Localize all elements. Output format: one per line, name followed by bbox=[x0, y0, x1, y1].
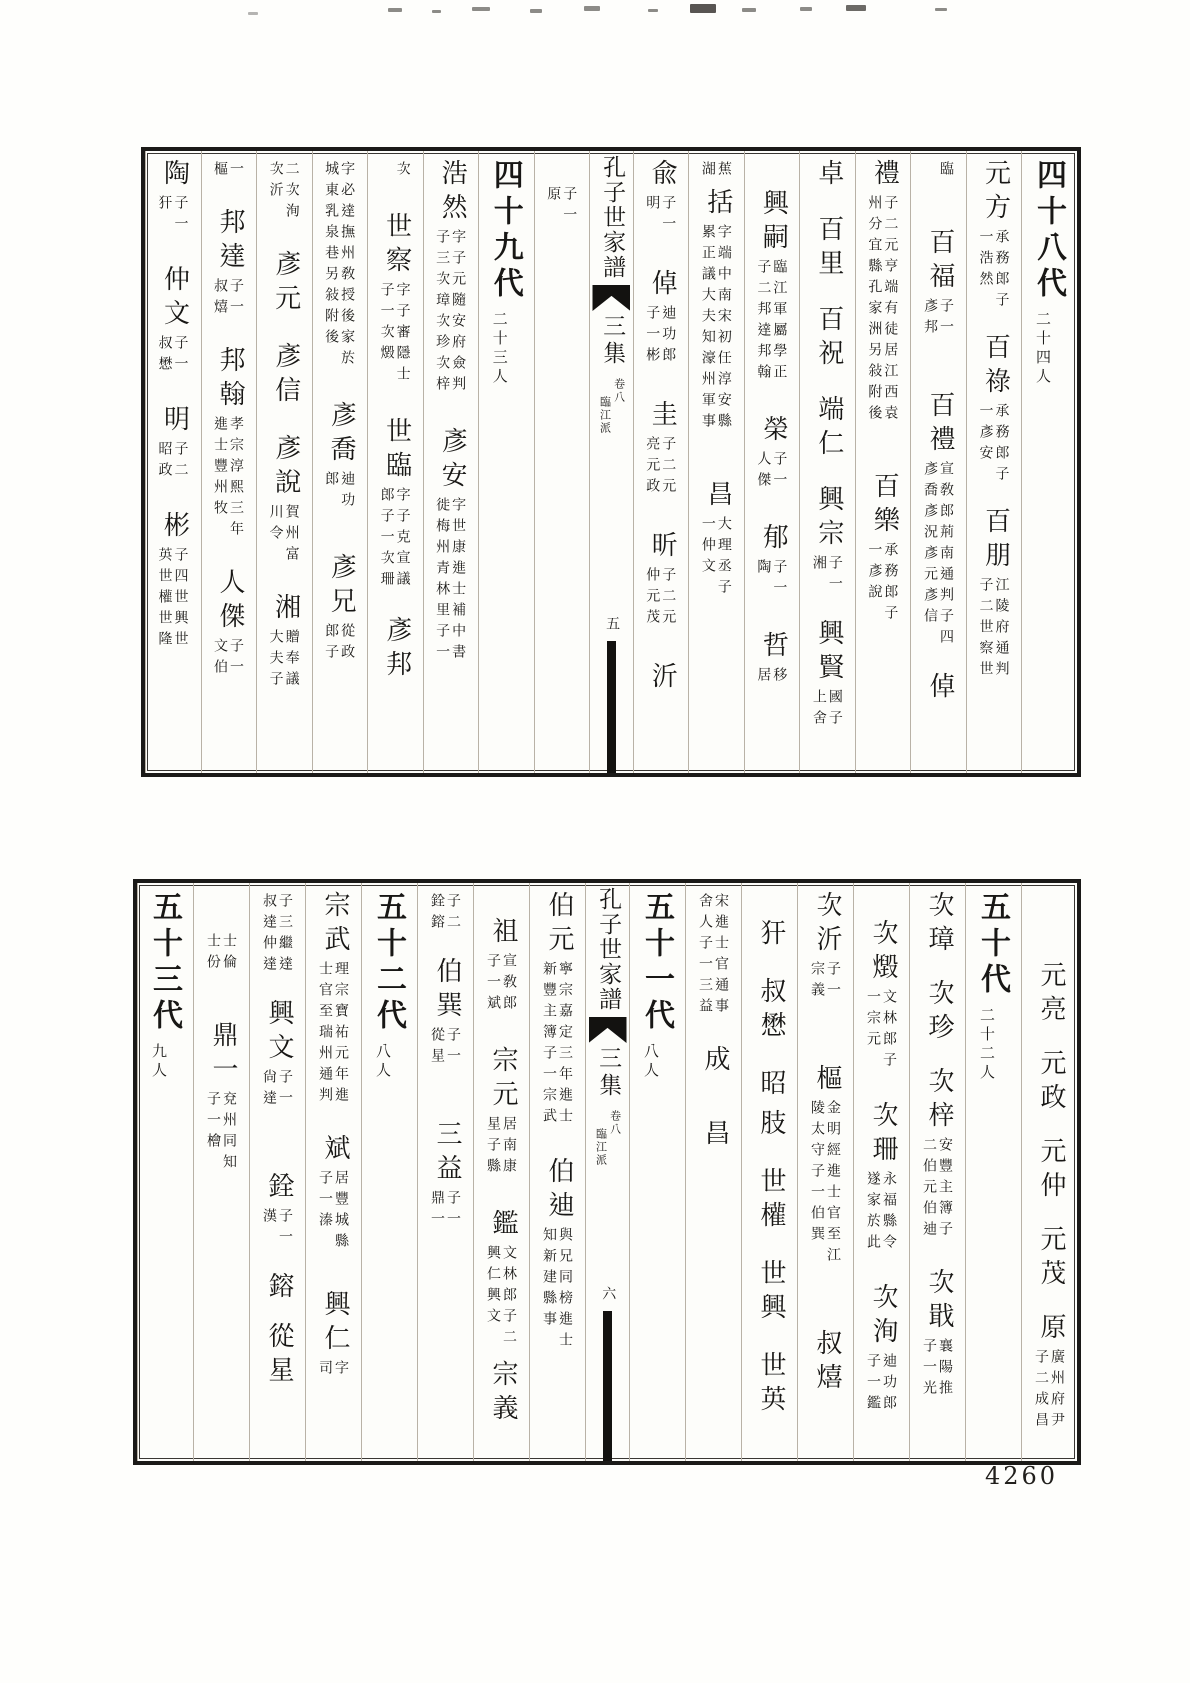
text-column bbox=[909, 883, 965, 1461]
fishtail-mark-icon bbox=[592, 285, 630, 311]
person-annotation: 子二元亨端有徒居江西袁州分宜縣孔家洲另敍附後 bbox=[866, 195, 899, 426]
column-grid bbox=[137, 883, 1077, 1461]
person-annotation: 子二銓鎔 bbox=[429, 893, 461, 935]
person-name: 湘 bbox=[270, 593, 301, 627]
person-annotation: 宣敎郎子一斌 bbox=[485, 953, 517, 1016]
volume-label: 卷八 bbox=[608, 1110, 622, 1136]
scan-noise bbox=[800, 7, 812, 11]
person-annotation: 文林郎子一宗元 bbox=[865, 989, 897, 1073]
person-name: 次珊 bbox=[868, 1101, 898, 1169]
person-name: 伯元 bbox=[544, 891, 574, 959]
person-annotation: 安豐主簿子二伯元伯迪 bbox=[921, 1137, 953, 1242]
person-name: 彥說 bbox=[270, 434, 301, 502]
person-annotation: 金明經進士官至江陵太守子一伯巽 bbox=[809, 1100, 841, 1268]
spine-title-column bbox=[589, 151, 633, 773]
person-annotation: 字必達撫州敎授後家於城東乳泉巷另敍附後 bbox=[323, 161, 356, 371]
person-name: 元亮 bbox=[1036, 961, 1066, 1029]
scan-noise bbox=[742, 8, 756, 12]
text-column bbox=[367, 151, 423, 773]
person-annotation: 大理丞子一仲文 bbox=[699, 516, 732, 600]
person-name: 邦達 bbox=[215, 208, 246, 276]
person-annotation: 子一明 bbox=[644, 195, 677, 237]
person-annotation: 子一叔熺 bbox=[212, 278, 245, 320]
person-annotation: 子一文伯 bbox=[212, 638, 245, 680]
person-annotation: 迪功郎子一彬 bbox=[644, 305, 677, 368]
person-name: 樞 bbox=[812, 1064, 842, 1098]
person-name: 百福 bbox=[924, 228, 955, 296]
person-annotation: 從政郎子 bbox=[323, 623, 356, 665]
text-column bbox=[966, 151, 1022, 773]
scan-noise bbox=[584, 6, 600, 11]
person-annotation: 江陵府通判子二世察世 bbox=[977, 577, 1010, 682]
person-name: 宗義 bbox=[488, 1360, 518, 1428]
text-column bbox=[629, 883, 685, 1461]
person-annotation: 子二元仲元茂 bbox=[644, 567, 677, 630]
person-name: 世興 bbox=[756, 1259, 786, 1327]
text-column bbox=[361, 883, 417, 1461]
person-name: 興宗 bbox=[813, 485, 844, 553]
person-name: 三益 bbox=[432, 1120, 462, 1188]
person-name: 彥安 bbox=[437, 427, 468, 495]
text-column bbox=[633, 151, 689, 773]
person-annotation: 子一陶 bbox=[755, 559, 788, 601]
person-annotation: 子二元亮元政 bbox=[644, 436, 677, 499]
person-name: 彬 bbox=[159, 511, 190, 545]
collection-label: 三集 bbox=[595, 1046, 622, 1100]
generation-count: 八人 bbox=[374, 1043, 392, 1081]
text-column bbox=[249, 883, 305, 1461]
person-annotation: 子四世興世英世權世隆 bbox=[156, 547, 189, 652]
person-annotation: 國子上舍 bbox=[810, 689, 843, 731]
spine-black-bar bbox=[607, 641, 616, 773]
person-name: 斌 bbox=[320, 1134, 350, 1168]
text-column bbox=[137, 883, 193, 1461]
folio-number: 六 bbox=[600, 1286, 617, 1301]
person-name: 從星 bbox=[264, 1322, 294, 1390]
column-grid bbox=[145, 151, 1077, 773]
person-name: 次燬 bbox=[868, 919, 898, 987]
person-name: 邦翰 bbox=[215, 346, 246, 414]
scan-noise bbox=[530, 9, 542, 13]
person-name: 鑑 bbox=[488, 1209, 518, 1243]
text-column bbox=[423, 151, 479, 773]
person-name: 兪 bbox=[647, 159, 678, 193]
person-annotation: 宣敎郎荊南通判子四彥喬彥況彥元彥信 bbox=[921, 461, 954, 650]
person-name: 彥邦 bbox=[381, 616, 412, 684]
person-annotation: 移居 bbox=[755, 667, 788, 688]
person-annotation: 士倫士份 bbox=[205, 933, 237, 975]
text-column bbox=[417, 883, 473, 1461]
scan-noise bbox=[248, 12, 258, 15]
text-column bbox=[193, 883, 249, 1461]
person-name: 元政 bbox=[1036, 1049, 1066, 1117]
person-name: 百朋 bbox=[980, 507, 1011, 575]
lower-page-block bbox=[133, 879, 1081, 1465]
text-column bbox=[744, 151, 800, 773]
person-annotation: 子三繼達叔達仲達 bbox=[261, 893, 293, 977]
text-column bbox=[799, 151, 855, 773]
person-name: 次珍 bbox=[924, 979, 954, 1047]
person-annotation: 子一犴 bbox=[156, 195, 189, 237]
person-annotation: 迪功郎 bbox=[323, 471, 356, 513]
generation-count: 二十四人 bbox=[1034, 311, 1052, 387]
person-name: 鎔 bbox=[264, 1272, 294, 1306]
person-name: 世英 bbox=[756, 1351, 786, 1419]
text-column bbox=[685, 883, 741, 1461]
person-name: 昕 bbox=[647, 531, 678, 565]
person-annotation: 子一原 bbox=[545, 186, 578, 228]
person-annotation: 字司 bbox=[317, 1360, 349, 1381]
spine-title-column bbox=[585, 883, 629, 1461]
page-number: 4260 bbox=[985, 1462, 1059, 1490]
person-annotation: 贈奉議大夫子 bbox=[267, 629, 300, 692]
person-name: 元仲 bbox=[1036, 1137, 1066, 1205]
text-column bbox=[688, 151, 744, 773]
person-name: 括 bbox=[702, 188, 733, 222]
person-annotation: 與兄同榜進士知新建縣事 bbox=[541, 1227, 573, 1353]
person-name: 犴 bbox=[756, 919, 786, 953]
person-annotation: 寧宗嘉定三年進士新豐主簿子一宗武 bbox=[541, 961, 573, 1129]
scan-noise bbox=[648, 9, 658, 12]
person-name: 次梓 bbox=[924, 1067, 954, 1135]
person-name: 叔懋 bbox=[756, 977, 786, 1045]
scan-noise bbox=[935, 8, 947, 11]
person-name: 興文 bbox=[264, 999, 294, 1067]
scan-noise bbox=[388, 8, 402, 12]
person-annotation: 襄陽推子一光 bbox=[921, 1338, 953, 1401]
text-column bbox=[145, 151, 201, 773]
person-name: 百里 bbox=[813, 215, 844, 283]
person-name: 世權 bbox=[756, 1167, 786, 1235]
person-annotation: 子一漢 bbox=[261, 1208, 293, 1250]
person-name: 鼎一 bbox=[208, 1021, 238, 1089]
person-annotation: 廣州府尹子二成昌 bbox=[1033, 1349, 1065, 1433]
person-name: 元方 bbox=[980, 159, 1011, 227]
person-name: 百樂 bbox=[869, 472, 900, 540]
person-name: 肢 bbox=[756, 1109, 786, 1143]
person-name: 宗元 bbox=[488, 1046, 518, 1114]
person-annotation: 居豐城縣子一溱 bbox=[317, 1170, 349, 1254]
person-name: 次沂 bbox=[812, 891, 842, 959]
person-name: 彥喬 bbox=[326, 401, 357, 469]
text-column bbox=[855, 151, 911, 773]
upper-page-block bbox=[141, 147, 1081, 777]
person-annotation: 子一從星 bbox=[429, 1027, 461, 1069]
text-column bbox=[201, 151, 257, 773]
person-annotation: 子一彥邦 bbox=[921, 298, 954, 340]
person-name: 元茂 bbox=[1036, 1225, 1066, 1293]
person-annotation: 字端中南宋初任淳安縣累正議大夫知濠州軍事 bbox=[699, 224, 732, 434]
person-annotation: 迪功郎子一鑑 bbox=[865, 1353, 897, 1416]
text-column bbox=[797, 883, 853, 1461]
spine-black-bar bbox=[603, 1311, 612, 1461]
person-name: 原 bbox=[1036, 1313, 1066, 1347]
generation-heading: 五十一代 bbox=[639, 891, 674, 1035]
person-name: 叔熺 bbox=[812, 1329, 842, 1397]
generation-count: 八人 bbox=[642, 1043, 660, 1081]
person-annotation: 次 bbox=[394, 161, 411, 182]
text-column bbox=[305, 883, 361, 1461]
person-name: 昌 bbox=[702, 480, 733, 514]
person-name: 卓 bbox=[813, 159, 844, 193]
text-column bbox=[741, 883, 797, 1461]
generation-heading: 四十八代 bbox=[1031, 159, 1066, 303]
person-annotation: 子一尙達 bbox=[261, 1069, 293, 1111]
person-annotation: 承務郎子一彥安 bbox=[977, 403, 1010, 487]
generation-heading: 四十九代 bbox=[487, 159, 523, 303]
text-column bbox=[478, 151, 534, 773]
person-annotation: 子一湘 bbox=[810, 555, 843, 597]
person-annotation: 承務郎子一彥說 bbox=[866, 542, 899, 626]
person-name: 祖 bbox=[488, 917, 518, 951]
person-annotation: 兗州同知子一檜 bbox=[205, 1091, 237, 1175]
person-name: 銓 bbox=[264, 1172, 294, 1206]
person-annotation: 賀州富川令 bbox=[267, 504, 300, 567]
person-name: 倬 bbox=[924, 672, 955, 706]
person-name: 人傑 bbox=[215, 568, 246, 636]
generation-count: 九人 bbox=[150, 1043, 168, 1081]
person-name: 禮 bbox=[869, 159, 900, 193]
person-annotation: 永福縣令遂家於此 bbox=[865, 1171, 897, 1255]
person-annotation: 子一鼎一 bbox=[429, 1190, 461, 1232]
person-name: 伯迪 bbox=[544, 1157, 574, 1225]
person-annotation: 子一宗義 bbox=[809, 961, 841, 1003]
person-name: 伯巽 bbox=[432, 957, 462, 1025]
person-annotation: 子一叔懋 bbox=[156, 335, 189, 377]
person-name: 明 bbox=[159, 405, 190, 439]
person-name: 郁 bbox=[758, 523, 789, 557]
person-name: 仲文 bbox=[159, 265, 190, 333]
person-annotation: 二次洵次沂 bbox=[267, 161, 300, 224]
scan-noise bbox=[846, 5, 866, 11]
person-annotation: 子一人傑 bbox=[755, 451, 788, 493]
generation-heading: 五十三代 bbox=[147, 891, 182, 1035]
text-column bbox=[256, 151, 312, 773]
folio-number: 五 bbox=[604, 616, 621, 631]
fishtail-mark-icon bbox=[589, 1017, 627, 1043]
generation-count: 二十二人 bbox=[978, 1007, 996, 1083]
person-name: 宗武 bbox=[320, 891, 350, 959]
volume-branch bbox=[594, 1110, 620, 1167]
person-name: 次洵 bbox=[868, 1283, 898, 1351]
person-name: 陶 bbox=[159, 159, 190, 193]
person-name: 百祿 bbox=[980, 333, 1011, 401]
person-name: 昌 bbox=[700, 1119, 730, 1153]
person-name: 興仁 bbox=[320, 1290, 350, 1358]
person-name: 浩然 bbox=[437, 159, 468, 227]
volume-branch bbox=[598, 378, 624, 435]
text-column bbox=[853, 883, 909, 1461]
generation-heading: 五十代 bbox=[975, 891, 1010, 999]
person-name: 次璋 bbox=[924, 891, 954, 959]
generation-heading: 五十二代 bbox=[371, 891, 406, 1035]
text-column bbox=[965, 883, 1021, 1461]
person-annotation: 字世康進士補中書徙梅州青林里子一 bbox=[434, 497, 467, 665]
person-annotation: 字子元隨安府僉判子三次璋次珍次梓 bbox=[434, 229, 467, 397]
person-annotation: 字子克宣議郎子一次珊 bbox=[378, 487, 411, 592]
collection-label: 三集 bbox=[599, 314, 626, 368]
branch-label: 臨江派 bbox=[598, 396, 612, 435]
book-title: 孔子世家譜 bbox=[599, 155, 626, 280]
person-name: 彥元 bbox=[270, 250, 301, 318]
person-annotation: 承務郎子一浩然 bbox=[977, 229, 1010, 313]
person-annotation: 居南康星子縣 bbox=[485, 1116, 517, 1179]
text-column bbox=[312, 151, 368, 773]
text-column bbox=[1021, 883, 1077, 1461]
person-name: 圭 bbox=[647, 400, 678, 434]
person-annotation: 文林郎子二興仁興文 bbox=[485, 1245, 517, 1350]
person-annotation: 理宗寶祐元年進士官至瑞州通判 bbox=[317, 961, 349, 1108]
book-title: 孔子世家譜 bbox=[595, 887, 622, 1012]
person-annotation: 子二昭政 bbox=[156, 441, 189, 483]
person-name: 次戢 bbox=[924, 1268, 954, 1336]
generation-count: 二十三人 bbox=[490, 311, 509, 387]
text-column bbox=[910, 151, 966, 773]
person-name: 昭 bbox=[756, 1069, 786, 1103]
person-annotation: 宋進士官通事舍人子一三益 bbox=[697, 893, 729, 1019]
scan-noise bbox=[472, 7, 490, 11]
person-name: 沂 bbox=[647, 662, 678, 696]
person-name: 成 bbox=[700, 1045, 730, 1079]
text-column bbox=[529, 883, 585, 1461]
person-name: 百祝 bbox=[813, 305, 844, 373]
volume-label: 卷八 bbox=[612, 378, 626, 404]
person-annotation: 臨 bbox=[937, 161, 954, 182]
person-annotation: 臨江軍屬學正子二邦達邦翰 bbox=[755, 259, 788, 385]
person-name: 彥兄 bbox=[326, 553, 357, 621]
person-name: 倬 bbox=[647, 269, 678, 303]
person-annotation: 一樞 bbox=[212, 161, 245, 182]
person-name: 端仁 bbox=[813, 395, 844, 463]
person-name: 榮 bbox=[758, 415, 789, 449]
person-name: 興賢 bbox=[813, 619, 844, 687]
person-name: 世臨 bbox=[381, 417, 412, 485]
text-column bbox=[534, 151, 590, 773]
person-name: 世察 bbox=[381, 212, 412, 280]
person-annotation: 字子審隱士子一次燬 bbox=[378, 282, 411, 387]
person-name: 興嗣 bbox=[758, 189, 789, 257]
person-name: 彥信 bbox=[270, 342, 301, 410]
scan-noise bbox=[432, 10, 441, 13]
text-column bbox=[473, 883, 529, 1461]
branch-label: 臨江派 bbox=[594, 1128, 608, 1167]
person-name: 百禮 bbox=[924, 391, 955, 459]
person-annotation: 孝宗淳熙三年進士豐州牧 bbox=[212, 416, 245, 542]
person-annotation: 蕉湖 bbox=[699, 161, 732, 182]
scan-noise bbox=[690, 4, 716, 13]
person-name: 哲 bbox=[758, 631, 789, 665]
text-column bbox=[1021, 151, 1077, 773]
